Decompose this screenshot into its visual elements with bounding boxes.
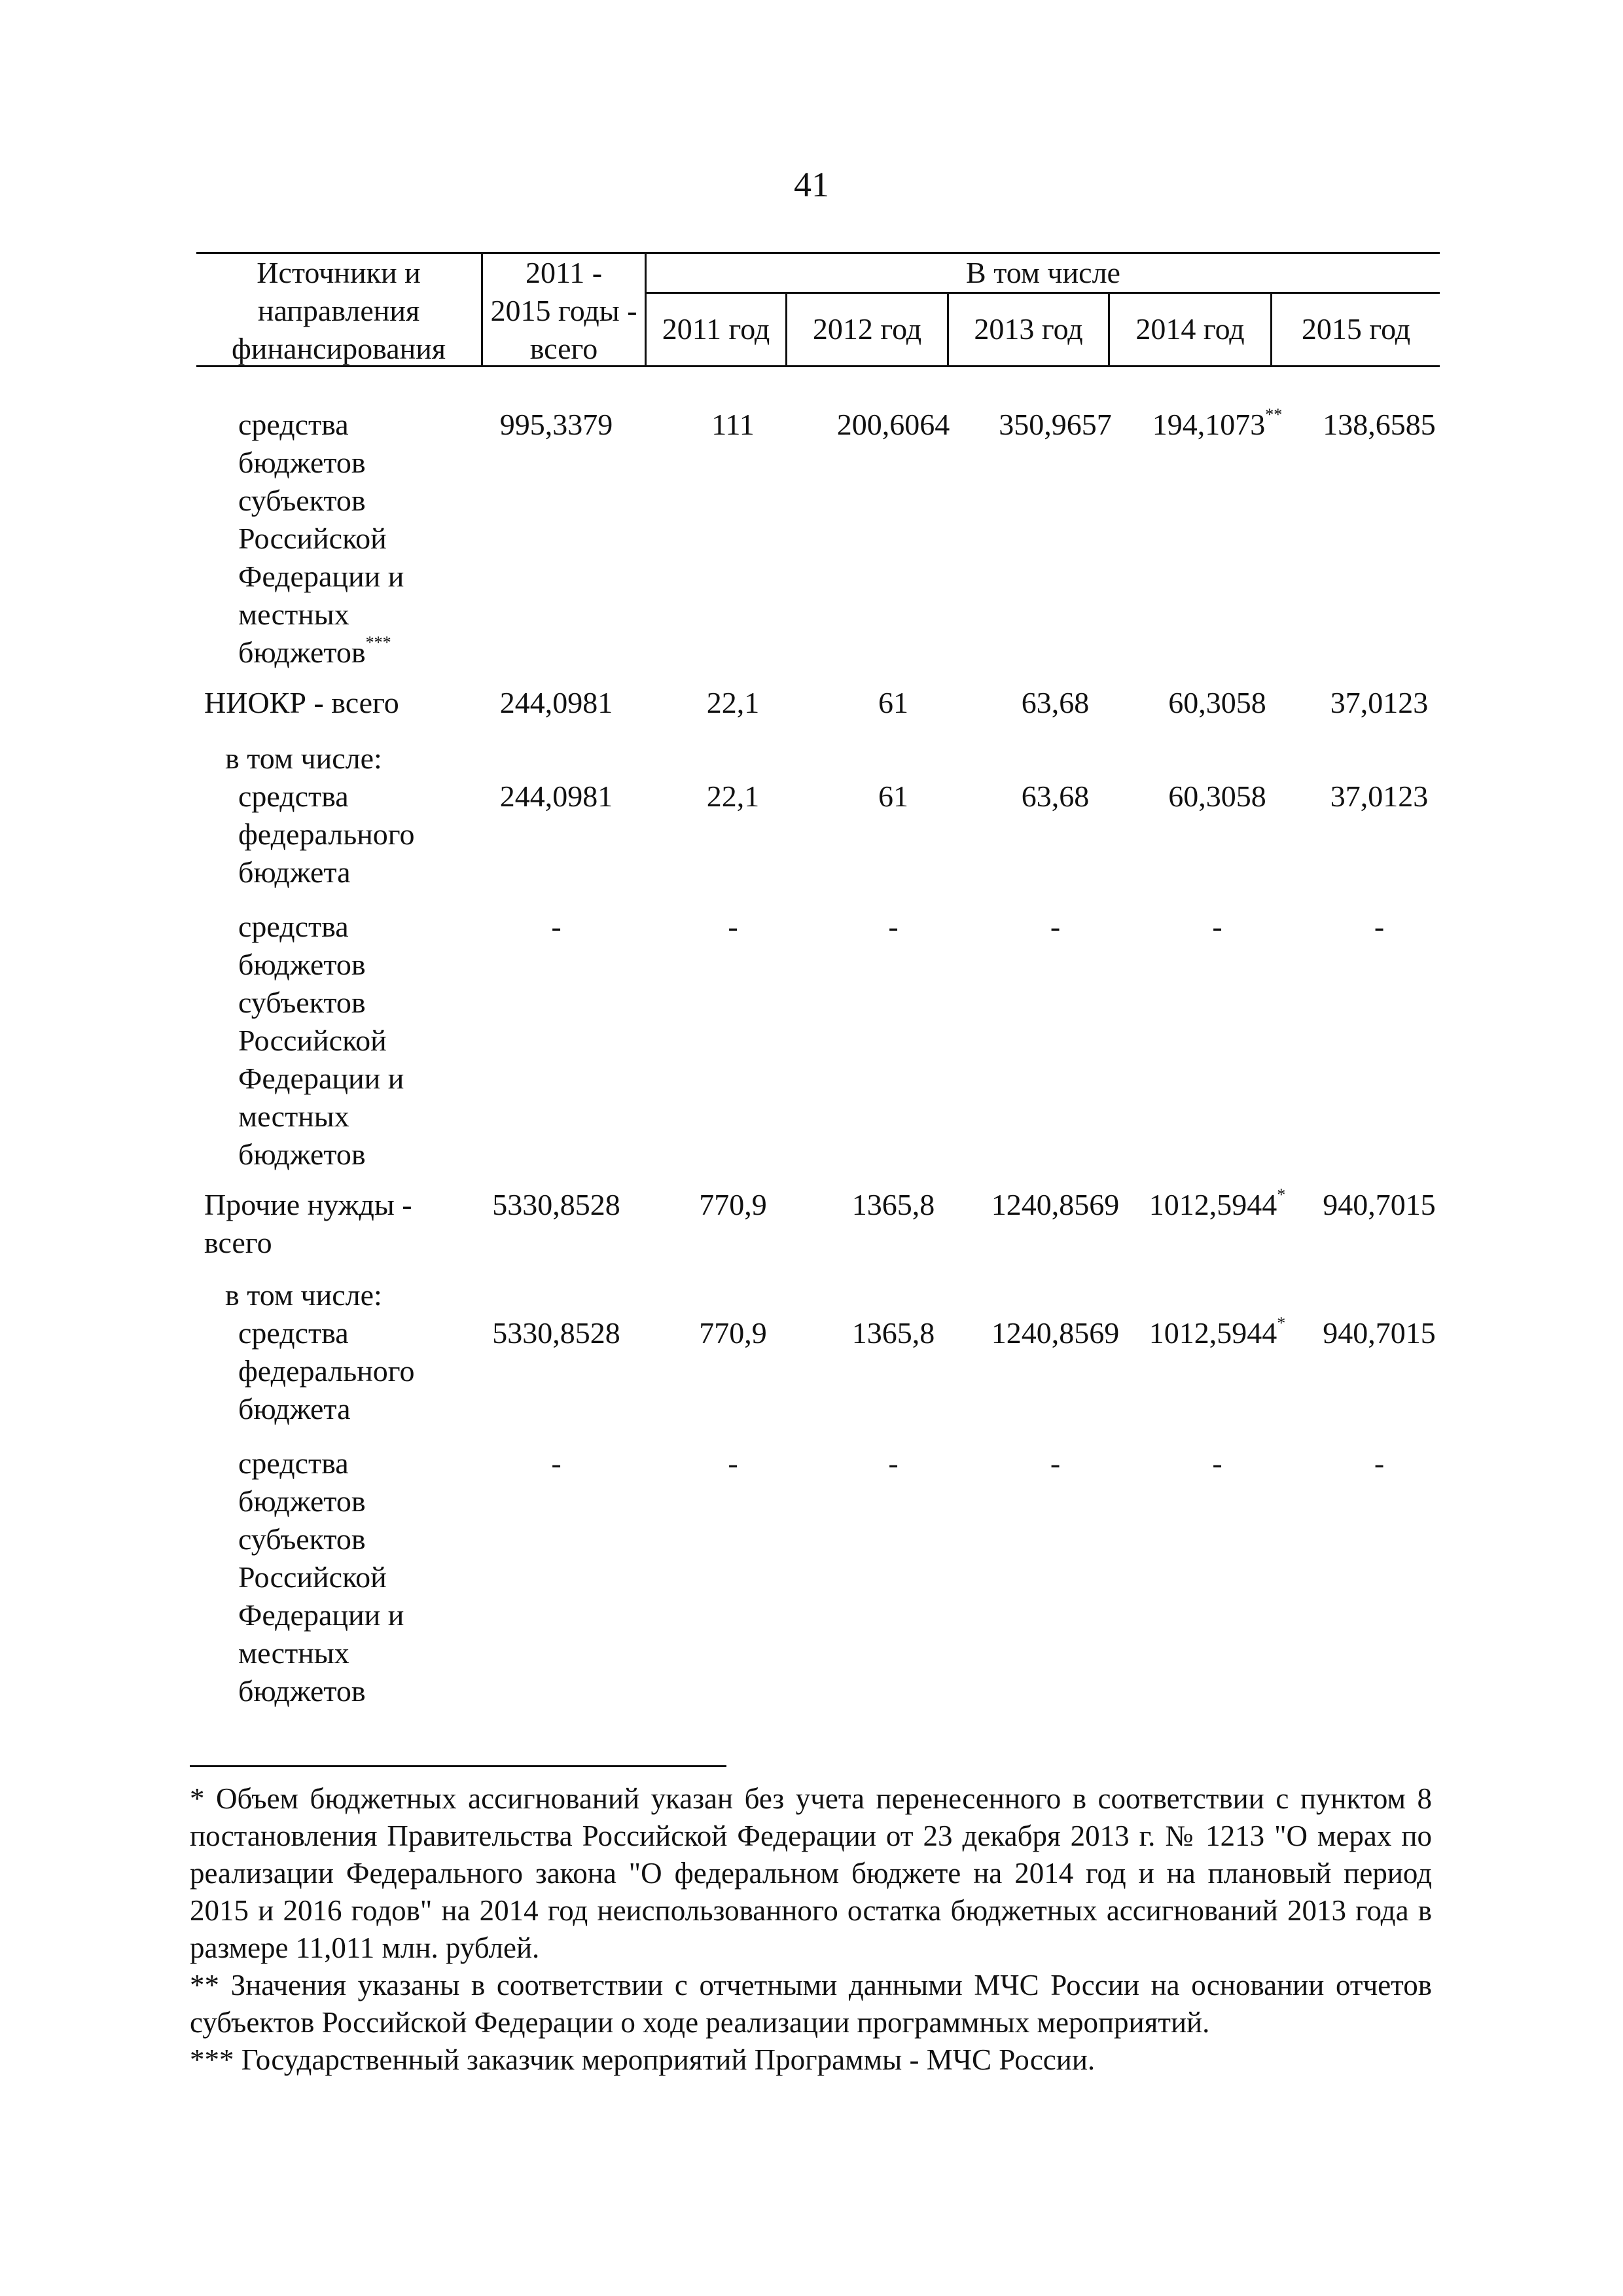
row-label-line: местных xyxy=(238,598,349,631)
footnote-separator xyxy=(190,1765,726,1767)
cell-2011: 111 xyxy=(711,408,755,441)
cell-total: 5330,8528 xyxy=(492,1316,620,1350)
footnote: *** Государственный заказчик мероприятий Программы - МЧС России. xyxy=(190,2043,1096,2076)
cell-2011: 22,1 xyxy=(706,780,760,813)
header-year-2013: 2013 год xyxy=(974,312,1083,346)
footnotes xyxy=(190,1780,1432,2079)
row-label-line: бюджетов xyxy=(238,948,366,981)
footnote-marker: * xyxy=(1277,1185,1286,1204)
footnote-marker: ** xyxy=(1265,405,1283,424)
header-total-line: 2015 годы - xyxy=(490,294,637,327)
row-label-line: местных xyxy=(238,1636,349,1670)
cell-2012: 1365,8 xyxy=(851,1316,935,1350)
row-label-line: субъектов xyxy=(238,986,366,1019)
row-label-line: федерального xyxy=(238,1354,415,1388)
cell-total: 244,0981 xyxy=(499,780,613,813)
footnote: * Объем бюджетных ассигнований указан без учета перенесенного в соответствии с пунктом 8 постановления Правительства Российской Федерации от 23 декабря 2013 г. № 1213 "О мерах по реализации Федерального закона "О федеральном бюджете на 2014 год и на плановый период 2015 и 2016 годов" на 2014 год неиспользованного остатка бюджетных ассигнований 2013 года в размере 11,011 млн. рублей. xyxy=(190,1782,1432,1964)
header-sources xyxy=(196,254,481,368)
row-label xyxy=(238,1444,526,1710)
cell-2013: 1240,8569 xyxy=(991,1188,1120,1221)
row-label xyxy=(204,1186,492,1262)
cell-2011: 770,9 xyxy=(699,1316,767,1350)
cell-total: - xyxy=(551,1446,562,1480)
row-label-line: Федерации и xyxy=(238,560,404,593)
cell-2011: - xyxy=(728,910,738,943)
cell-2013: 63,68 xyxy=(1021,780,1090,813)
header-total-line: 2011 - xyxy=(525,256,603,289)
cell-total: - xyxy=(551,910,562,943)
row-label-line: бюджетов xyxy=(238,1674,366,1708)
row-label xyxy=(238,908,526,1174)
cell-2014 xyxy=(1135,406,1299,444)
row-label xyxy=(204,684,492,722)
header-total-line: всего xyxy=(529,332,598,365)
row-label-line: бюджетов xyxy=(238,446,366,479)
header-including: В том числе xyxy=(966,256,1120,289)
cell-2013: 1240,8569 xyxy=(991,1316,1120,1350)
footnote-marker: *** xyxy=(365,633,391,652)
row-label-line: бюджетов xyxy=(238,636,366,669)
row-label-line: Российской xyxy=(238,1024,387,1057)
footnote: ** Значения указаны в соответствии с отчетными данными МЧС России на основании отчетов субъектов Российской Федерации о ходе реализации программных мероприятий. xyxy=(190,1969,1432,2039)
row-label-line: местных xyxy=(238,1100,349,1133)
cell-total: 995,3379 xyxy=(499,408,613,441)
cell-2012: 1365,8 xyxy=(851,1188,935,1221)
row-label-line: НИОКР - всего xyxy=(204,686,399,719)
cell-2015: 940,7015 xyxy=(1323,1188,1436,1221)
cell-2014: 60,3058 xyxy=(1168,686,1266,719)
row-label-line: Федерации и xyxy=(238,1598,404,1632)
cell-2012: 200,6064 xyxy=(836,408,950,441)
row-label-line: средства xyxy=(238,408,349,441)
cell-2012: 61 xyxy=(878,780,908,813)
cell-2011: 770,9 xyxy=(699,1188,767,1221)
header-total xyxy=(483,254,645,368)
cell-2014 xyxy=(1135,1186,1299,1224)
header-sources-line: финансирования xyxy=(231,332,446,365)
cell-value: 1012,5944 xyxy=(1149,1316,1277,1350)
cell-2015: - xyxy=(1374,910,1385,943)
year-header-rule xyxy=(645,292,1440,294)
row-label-line: бюджета xyxy=(238,855,351,889)
header-year-2011: 2011 год xyxy=(662,312,770,346)
footnote-marker: * xyxy=(1277,1314,1286,1333)
cell-2014: 60,3058 xyxy=(1168,780,1266,813)
cell-2014: - xyxy=(1212,910,1222,943)
row-label-line: бюджетов xyxy=(238,1484,366,1518)
row-label-line: средства xyxy=(238,1446,349,1480)
cell-2013: 63,68 xyxy=(1021,686,1090,719)
row-label-line: бюджетов xyxy=(238,1138,366,1171)
row-label-line: бюджета xyxy=(238,1392,351,1426)
cell-2012: - xyxy=(888,1446,899,1480)
cell-2015: 138,6585 xyxy=(1323,408,1436,441)
cell-2012: 61 xyxy=(878,686,908,719)
header-year-2012: 2012 год xyxy=(812,312,922,346)
row-subheading: в том числе: xyxy=(225,1278,382,1312)
cell-total: 5330,8528 xyxy=(492,1188,620,1221)
page-number: 41 xyxy=(794,165,829,204)
header-year-2014: 2014 год xyxy=(1135,312,1245,346)
cell-2014: - xyxy=(1212,1446,1222,1480)
cell-total: 244,0981 xyxy=(499,686,613,719)
cell-2015: 37,0123 xyxy=(1330,780,1429,813)
row-label xyxy=(238,406,526,672)
row-label-line: всего xyxy=(204,1226,272,1259)
row-label-line: субъектов xyxy=(238,484,366,517)
cell-value: 1012,5944 xyxy=(1149,1188,1277,1221)
row-label-line: Федерации и xyxy=(238,1062,404,1095)
cell-2012: - xyxy=(888,910,899,943)
cell-2015: 940,7015 xyxy=(1323,1316,1436,1350)
row-subheading: в том числе: xyxy=(225,742,382,775)
cell-2014 xyxy=(1135,1314,1299,1352)
header-sources-line: Источники и xyxy=(257,256,421,289)
cell-2015: 37,0123 xyxy=(1330,686,1429,719)
cell-2011: 22,1 xyxy=(706,686,760,719)
row-label-line: Российской xyxy=(238,522,387,555)
row-label-line: средства xyxy=(238,780,349,813)
cell-2013: - xyxy=(1050,910,1061,943)
row-label-line: федерального xyxy=(238,817,415,851)
cell-2013: - xyxy=(1050,1446,1061,1480)
row-label-line: Прочие нужды - xyxy=(204,1188,412,1221)
cell-2015: - xyxy=(1374,1446,1385,1480)
row-label-line: средства xyxy=(238,910,349,943)
row-label-line: субъектов xyxy=(238,1522,366,1556)
cell-2013: 350,9657 xyxy=(999,408,1112,441)
row-label-line: средства xyxy=(238,1316,349,1350)
cell-2011: - xyxy=(728,1446,738,1480)
cell-value: 194,1073 xyxy=(1152,408,1266,441)
row-label-line: Российской xyxy=(238,1560,387,1594)
header-year-2015: 2015 год xyxy=(1301,312,1411,346)
header-sources-line: направления xyxy=(257,294,420,327)
